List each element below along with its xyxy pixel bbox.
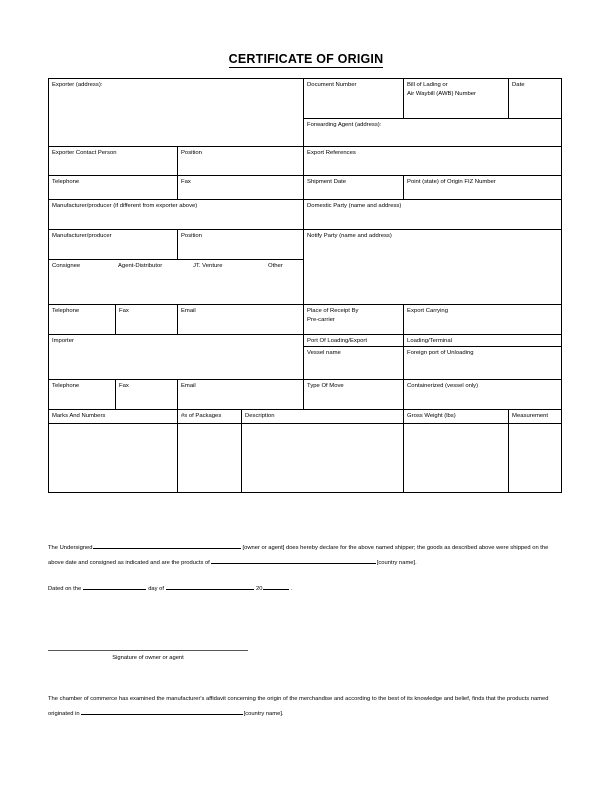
- label-containerized: Containerized (vessel only): [407, 383, 479, 389]
- label-notify-party: Notify Party (name and address): [307, 233, 392, 239]
- label-telephone-2: Telephone: [52, 308, 80, 314]
- label-date: Date: [512, 82, 525, 88]
- label-fax-3: Fax: [119, 383, 129, 389]
- cell-telephone-2[interactable]: [49, 305, 116, 335]
- consignee-option-group: [52, 262, 300, 271]
- dated-text-part4: .: [290, 586, 293, 592]
- label-manufacturer-producer: Manufacturer/producer: [52, 233, 112, 239]
- page-title-text: CERTIFICATE OF ORIGIN: [228, 52, 384, 66]
- cell-containerized[interactable]: [404, 380, 562, 410]
- cell-fax-2[interactable]: [116, 305, 178, 335]
- declaration-paragraph: [48, 541, 561, 571]
- cell-shipment-date[interactable]: [304, 176, 404, 200]
- label-exporter-contact-person: Exporter Contact Person: [52, 150, 117, 156]
- table-row: [49, 147, 562, 176]
- label-email-2: Email: [181, 383, 196, 389]
- label-export-carrying: Export Carrying: [407, 308, 448, 314]
- dated-blank-day[interactable]: [83, 583, 146, 590]
- label-number-of-packages: #s of Packages: [181, 413, 222, 419]
- cell-domestic-party[interactable]: [304, 200, 562, 230]
- label-description: Description: [245, 413, 275, 419]
- label-place-of-receipt-line2: Pre-carrier: [307, 317, 335, 323]
- cell-gross-weight-header: [404, 410, 509, 424]
- cell-export-carrying[interactable]: [404, 305, 562, 335]
- declaration-blank-owner-agent[interactable]: [93, 542, 241, 549]
- label-forwarding-agent: Forwarding Agent (address):: [307, 122, 382, 128]
- label-export-references: Export References: [307, 150, 356, 156]
- cell-email-1[interactable]: [178, 305, 304, 335]
- dated-blank-year[interactable]: [263, 583, 289, 590]
- cell-type-of-move[interactable]: [304, 380, 404, 410]
- cell-measurement-header: [509, 410, 562, 424]
- cell-marks-and-numbers-header: [49, 410, 178, 424]
- label-gross-weight: Gross Weight (lbs): [407, 413, 456, 419]
- cell-fax-3[interactable]: [116, 380, 178, 410]
- chamber-paragraph: [48, 692, 561, 722]
- cell-document-number[interactable]: [304, 79, 404, 119]
- cell-forwarding-agent[interactable]: [304, 119, 562, 147]
- label-jt-venture[interactable]: JT. Venture: [193, 263, 223, 269]
- declaration-text-part4: [country name].: [376, 560, 417, 566]
- label-document-number: Document Number: [307, 82, 357, 88]
- chamber-text-line1: The chamber of commerce has examined the manufacturer's affidavit concerning the origin of the merchandise and according to the best of its knowledge and belief,: [48, 696, 471, 702]
- label-bill-of-lading-line1: Bill of Lading or: [407, 82, 448, 88]
- label-other[interactable]: Other: [268, 263, 283, 269]
- cell-description-value[interactable]: [242, 424, 404, 493]
- signature-line[interactable]: [48, 650, 248, 651]
- page-title: [0, 52, 612, 66]
- label-shipment-date: Shipment Date: [307, 179, 347, 185]
- cell-position-2[interactable]: [178, 230, 304, 260]
- cell-position-1[interactable]: [178, 147, 304, 176]
- label-place-of-receipt-line1: Place of Receipt By: [307, 308, 359, 314]
- cell-number-of-packages-value[interactable]: [178, 424, 242, 493]
- cell-measurement-value[interactable]: [509, 424, 562, 493]
- cell-loading-terminal[interactable]: [404, 335, 562, 347]
- declaration-text-part1: The Undersigned: [48, 545, 93, 551]
- cell-port-of-loading[interactable]: [304, 335, 404, 347]
- label-fax-1: Fax: [181, 179, 191, 185]
- table-row: [49, 424, 562, 493]
- cell-number-of-packages-header: [178, 410, 242, 424]
- table-header-row: [49, 410, 562, 424]
- label-manufacturer-if-different: Manufacturer/producer (if different from exporter above): [52, 203, 198, 209]
- cell-point-of-origin[interactable]: [404, 176, 562, 200]
- table-row: [49, 200, 562, 230]
- label-bill-of-lading-line2: Air Waybill (AWB) Number: [407, 91, 476, 97]
- label-consignee[interactable]: Consignee: [52, 263, 81, 269]
- label-email-1: Email: [181, 308, 196, 314]
- cell-manufacturer-if-different[interactable]: [49, 200, 304, 230]
- dated-line: [48, 583, 561, 595]
- cell-manufacturer-producer[interactable]: [49, 230, 178, 260]
- cell-date[interactable]: [509, 79, 562, 119]
- declaration-blank-country[interactable]: [211, 557, 376, 564]
- label-point-of-origin: Point (state) of Origin FIZ Number: [407, 179, 496, 185]
- label-port-of-loading: Port Of Loading/Export: [307, 338, 367, 344]
- label-fax-2: Fax: [119, 308, 129, 314]
- label-vessel-name: Vessel name: [307, 350, 341, 356]
- dated-text-part3: 20: [256, 586, 263, 592]
- label-telephone-3: Telephone: [52, 383, 80, 389]
- cell-gross-weight-value[interactable]: [404, 424, 509, 493]
- label-type-of-move: Type Of Move: [307, 383, 344, 389]
- cell-fax-1[interactable]: [178, 176, 304, 200]
- cell-place-of-receipt[interactable]: [304, 305, 404, 335]
- cell-export-references[interactable]: [304, 147, 562, 176]
- label-telephone-1: Telephone: [52, 179, 80, 185]
- cell-exporter-address[interactable]: [49, 79, 304, 147]
- declaration-text-part2: [owner or agent] does hereby declare for the above named shipper; the goods as described above: [242, 545, 495, 551]
- table-row: [49, 305, 562, 335]
- cell-notify-party[interactable]: [304, 230, 562, 305]
- cell-exporter-contact-person[interactable]: [49, 147, 178, 176]
- table-row: [49, 79, 562, 119]
- cell-bill-of-lading[interactable]: [404, 79, 509, 119]
- declaration-text-part3: were shipped on the above date and consigned as indicated and are the products of: [48, 545, 549, 566]
- chamber-text-line2-part1: finds that the products named originated in: [48, 696, 549, 717]
- dated-blank-month[interactable]: [166, 583, 254, 590]
- chamber-blank-country[interactable]: [81, 708, 243, 715]
- label-importer: Importer: [52, 338, 74, 344]
- label-position-1: Position: [181, 150, 202, 156]
- table-row: [49, 176, 562, 200]
- chamber-text-line2-part2: [country name].: [243, 711, 284, 717]
- label-exporter-address: Exporter (address):: [52, 82, 103, 88]
- signature-caption: Signature of owner or agent: [112, 655, 184, 661]
- dated-text-part2: day of: [148, 586, 164, 592]
- cell-consignee-options[interactable]: [49, 260, 304, 305]
- label-loading-terminal: Loading/Terminal: [407, 338, 452, 344]
- label-agent-distributor[interactable]: Agent-Distributor: [118, 263, 163, 269]
- cell-importer[interactable]: [49, 335, 304, 380]
- cell-description-header: [242, 410, 404, 424]
- dated-text-part1: Dated on the: [48, 586, 82, 592]
- label-domestic-party: Domestic Party (name and address): [307, 203, 402, 209]
- cell-telephone-3[interactable]: [49, 380, 116, 410]
- cell-foreign-port-unloading[interactable]: [404, 347, 562, 380]
- table-row: [49, 230, 562, 260]
- cell-vessel-name[interactable]: [304, 347, 404, 380]
- label-marks-and-numbers: Marks And Numbers: [52, 413, 106, 419]
- label-position-2: Position: [181, 233, 202, 239]
- cell-marks-and-numbers-value[interactable]: [49, 424, 178, 493]
- table-row: [49, 380, 562, 410]
- label-measurement: Measurement: [512, 413, 549, 419]
- cell-email-2[interactable]: [178, 380, 304, 410]
- label-foreign-port-unloading: Foreign port of Unloading: [407, 350, 474, 356]
- cell-telephone-1[interactable]: [49, 176, 178, 200]
- table-row: [49, 335, 562, 347]
- certificate-form-table: [48, 78, 562, 493]
